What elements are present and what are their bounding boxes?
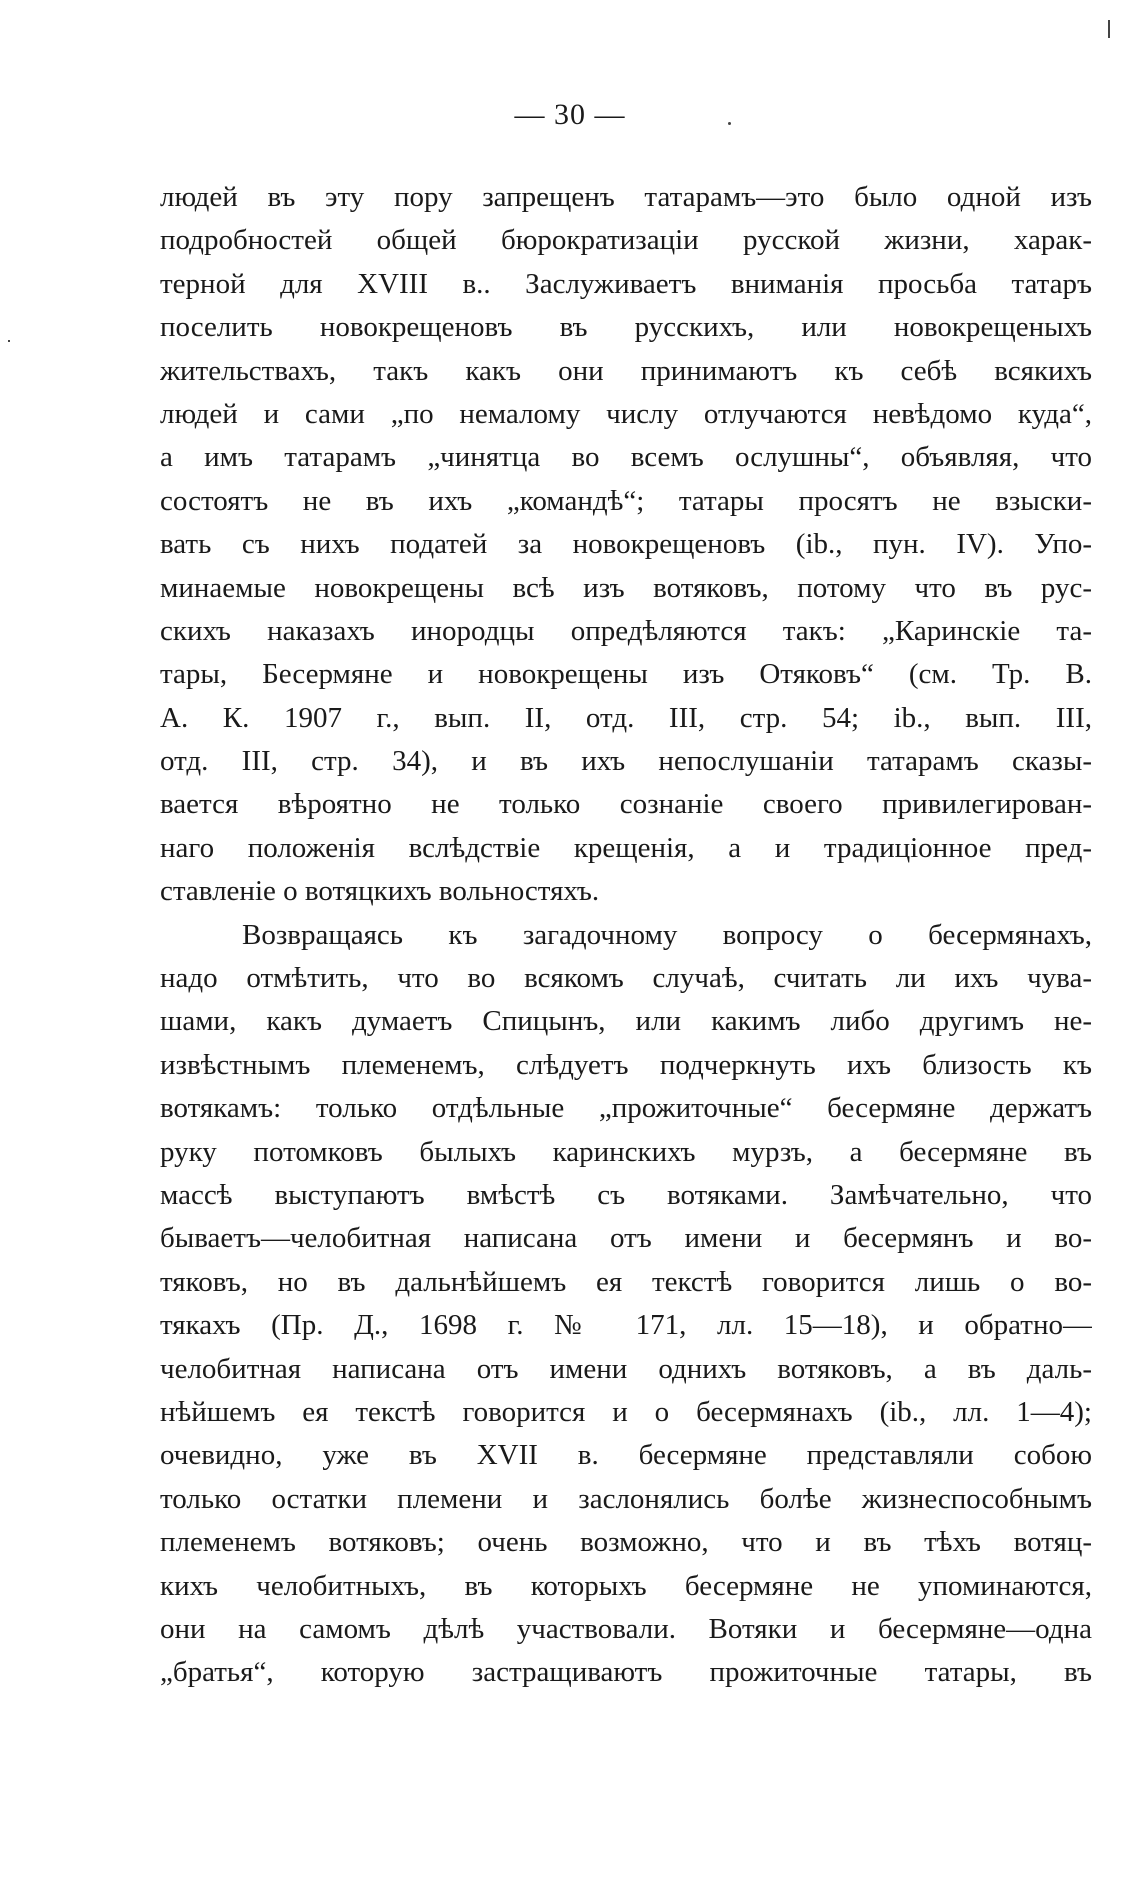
text-line: подробностей общей бюрократизаціи русской жизни, харак-	[160, 224, 1092, 257]
text-line: очевидно, уже въ XVII в. бесермяне представляли собою	[160, 1439, 1092, 1472]
text-line: состоятъ не въ ихъ „командѣ“; татары просятъ не взыски-	[160, 484, 1092, 517]
text-line: они на самомъ дѣлѣ участвовали. Вотяки и бесермяне—одна	[160, 1612, 1092, 1645]
scan-speck	[1108, 20, 1110, 38]
text-line: поселить новокрещеновъ въ русскихъ, или новокрещеныхъ	[160, 311, 1092, 344]
text-line: вается вѣроятно не только сознаніе своего привилегирован-	[160, 788, 1092, 821]
paragraph-2	[160, 914, 1092, 1695]
text-line: тары, Бесермяне и новокрещены изъ Отяковъ“ (см. Тр. В.	[160, 658, 1092, 691]
text-line: ставленіе о вотяцкихъ вольностяхъ.	[160, 875, 600, 908]
text-line: бываетъ—челобитная написана отъ имени и бесермянъ и во-	[160, 1222, 1092, 1255]
page-number: — 30 —	[514, 98, 626, 131]
text-line: наго положенія вслѣдствіе крещенія, а и традиціонное пред-	[160, 831, 1092, 864]
text-line: а имъ татарамъ „чинятца во всемъ ослушны“, объявляя, что	[160, 441, 1092, 474]
text-line: людей и сами „по немалому числу отлучаются невѣдомо куда“,	[160, 397, 1092, 430]
text-line: нѣйшемъ ея текстѣ говорится и о бесермянахъ (ib., лл. 1—4);	[160, 1395, 1092, 1428]
text-line: только остатки племени и заслонялись болѣе жизнеспособнымъ	[160, 1482, 1092, 1515]
body-text	[160, 176, 1092, 1695]
text-line: массѣ выступаютъ вмѣстѣ съ вотяками. Замѣчательно, что	[160, 1178, 1092, 1211]
text-line: минаемые новокрещены всѣ изъ вотяковъ, потому что въ рус-	[160, 571, 1092, 604]
text-line: челобитная написана отъ имени однихъ вотяковъ, а въ даль-	[160, 1352, 1092, 1385]
text-line: „братья“, которую застращиваютъ прожиточные татары, въ	[160, 1656, 1092, 1689]
scan-speck	[8, 340, 10, 342]
text-line: людей въ эту пору запрещенъ татарамъ—это было одной изъ	[160, 181, 1092, 213]
text-line: терной для XVIII в.. Заслуживаетъ вниманія просьба татаръ	[160, 267, 1092, 300]
text-line: отд. III, стр. 34), и въ ихъ непослушаніи татарамъ сказы-	[160, 745, 1092, 778]
text-line: жительствахъ, такъ какъ они принимаютъ къ себѣ всякихъ	[160, 354, 1092, 387]
text-line: шами, какъ думаетъ Спицынъ, или какимъ либо другимъ не-	[160, 1005, 1092, 1038]
text-line: вать съ нихъ податей за новокрещеновъ (ib., пун. IV). Упо-	[160, 528, 1092, 561]
paragraph-1	[160, 176, 1092, 914]
text-line: надо отмѣтить, что во всякомъ случаѣ, считать ли ихъ чува-	[160, 962, 1092, 995]
text-line: скихъ наказахъ инородцы опредѣляются такъ: „Каринскіе та-	[160, 614, 1092, 647]
text-line: А. К. 1907 г., вып. II, отд. III, стр. 54; ib., вып. III,	[160, 701, 1092, 734]
text-line: вотякамъ: только отдѣльные „прожиточные“ бесермяне держатъ	[160, 1092, 1092, 1125]
scan-speck	[728, 122, 731, 125]
text-line: руку потомковъ былыхъ каринскихъ мурзъ, а бесермяне въ	[160, 1135, 1092, 1168]
text-line: Возвращаясь къ загадочному вопросу о бесермянахъ,	[242, 918, 1092, 951]
text-line: тякахъ (Пр. Д., 1698 г. № 171, лл. 15—18), и обратно—	[160, 1309, 1092, 1342]
text-line: кихъ челобитныхъ, въ которыхъ бесермяне не упоминаются,	[160, 1569, 1092, 1602]
text-line: племенемъ вотяковъ; очень возможно, что и въ тѣхъ вотяц-	[160, 1526, 1092, 1559]
text-line: извѣстнымъ племенемъ, слѣдуетъ подчеркнуть ихъ близость къ	[160, 1048, 1092, 1081]
text-line: тяковъ, но въ дальнѣйшемъ ея текстѣ говорится лишь о во-	[160, 1265, 1092, 1298]
